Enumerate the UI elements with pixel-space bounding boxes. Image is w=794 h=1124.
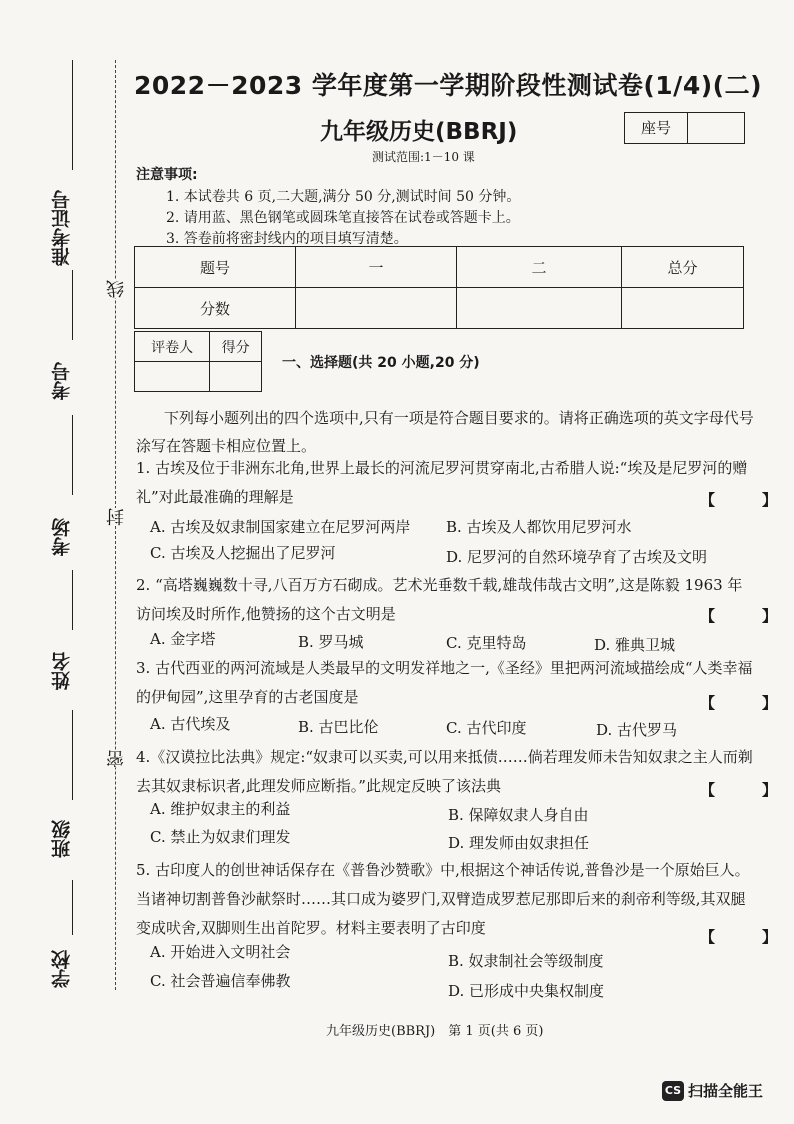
room-number-label: 考号 — [51, 362, 73, 400]
camscanner-logo-icon: CS — [662, 1081, 684, 1101]
section-title: 一、选择题(共 20 小题,20 分) — [282, 355, 480, 371]
note-item: 2. 请用蓝、黑色钢笔或圆珠笔直接答在试卷或答题卡上。 — [166, 210, 520, 226]
venue-label: 考场 — [51, 518, 73, 556]
option-d: D. 雅典卫城 — [594, 636, 676, 654]
notes-title: 注意事项: — [136, 167, 198, 183]
score-label: 得分 — [210, 332, 262, 362]
class-line — [72, 710, 73, 800]
name-label: 姓名 — [51, 652, 73, 690]
score-row-label: 分数 — [135, 288, 296, 329]
class-label: 班级 — [51, 820, 73, 858]
option-b: B. 保障奴隶人身自由 — [448, 806, 589, 824]
question-stem: 5. 古印度人的创世神话保存在《普鲁沙赞歌》中,根据这个神话传说,普鲁沙是一个原始巨人。当诸神切割普鲁沙献祭时……其口成为婆罗门,双臂造成罗惹尼那即后来的刹帝利等级,其双腿变成吠舍,双脚则生出首陀罗。材料主要表明了古印度 — [136, 861, 750, 937]
question-stem: 1. 古埃及位于非洲东北角,世界上最长的河流尼罗河贯穿南北,古希腊人说:“埃及是尼罗河的赠礼”对此最准确的理解是 — [136, 459, 748, 506]
question-stem: 3. 古代西亚的两河流域是人类最早的文明发祥地之一,《圣经》里把两河流域描绘成“人类幸福的伊甸园”,这里孕育的古老国度是 — [136, 659, 753, 706]
test-scope: 测试范围:1－10 课 — [372, 150, 475, 164]
venue-line — [72, 415, 73, 495]
option-a: A. 开始进入文明社会 — [150, 943, 291, 961]
reviewer-label: 评卷人 — [135, 332, 210, 362]
score-cell[interactable] — [457, 288, 622, 329]
option-b: B. 古埃及人都饮用尼罗河水 — [446, 518, 632, 536]
school-label: 学校 — [51, 950, 73, 988]
score-header-cell: 总分 — [622, 247, 744, 288]
score-cell[interactable] — [622, 288, 744, 329]
seal-char-seal: 封 — [104, 508, 130, 526]
option-c: C. 禁止为奴隶们理发 — [150, 828, 291, 846]
seal-char-line: 线 — [104, 280, 130, 298]
option-b: B. 奴隶制社会等级制度 — [448, 952, 604, 970]
option-c: C. 古埃及人挖掘出了尼罗河 — [150, 544, 336, 562]
option-b: B. 古巴比伦 — [298, 718, 379, 736]
section-instruction: 下列每小题列出的四个选项中,只有一项是符合题目要求的。请将正确选项的英文字母代号涂写在答题卡相应位置上。 — [136, 409, 754, 455]
option-d: D. 已形成中央集权制度 — [448, 982, 605, 1000]
grader-table — [134, 331, 262, 392]
score-cell[interactable] — [296, 288, 457, 329]
note-item: 3. 答卷前将密封线内的项目填写清楚。 — [166, 231, 408, 247]
question-stem: 4.《汉谟拉比法典》规定:“奴隶可以买卖,可以用来抵债……倘若理发师未告知奴隶之主人而剃去其奴隶标识者,此理发师应断指。”此规定反映了该法典 — [136, 748, 753, 795]
option-a: A. 维护奴隶主的利益 — [150, 800, 291, 818]
seat-number-field[interactable] — [688, 113, 744, 143]
option-a: A. 古代埃及 — [150, 715, 231, 733]
seal-char-secret: 密 — [104, 750, 130, 768]
exam-number-line — [72, 60, 73, 170]
exam-title: 2022－2023 学年度第一学期阶段性测试卷(1/4)(二) — [134, 71, 762, 100]
name-line — [72, 570, 73, 630]
option-d: D. 古代罗马 — [596, 721, 678, 739]
page-footer: 九年级历史(BBRJ) 第 1 页(共 6 页) — [326, 1024, 544, 1039]
score-header-cell: 一 — [296, 247, 457, 288]
scanner-name: 扫描全能王 — [688, 1082, 764, 1100]
score-value-cell[interactable] — [210, 362, 262, 392]
school-line — [72, 880, 73, 935]
exam-subtitle: 九年级历史(BBRJ) — [320, 119, 518, 145]
option-d: D. 理发师由奴隶担任 — [448, 834, 590, 852]
option-c: C. 社会普遍信奉佛教 — [150, 972, 291, 990]
answer-bracket[interactable]: 【 】 — [700, 928, 794, 946]
room-number-line — [72, 270, 73, 340]
option-c: C. 克里特岛 — [446, 634, 527, 652]
scanner-watermark — [662, 1080, 763, 1101]
score-header-cell: 题号 — [135, 247, 296, 288]
seat-number-box — [624, 112, 745, 144]
seat-number-label: 座号 — [625, 113, 688, 143]
answer-bracket[interactable]: 【 】 — [700, 781, 794, 799]
option-b: B. 罗马城 — [298, 633, 364, 651]
reviewer-cell[interactable] — [135, 362, 210, 392]
option-a: A. 金字塔 — [150, 630, 216, 648]
answer-bracket[interactable]: 【 】 — [700, 694, 794, 712]
option-a: A. 古埃及奴隶制国家建立在尼罗河两岸 — [150, 518, 411, 536]
score-table — [134, 246, 744, 329]
score-table-header-row — [135, 247, 744, 288]
score-table-value-row — [135, 288, 744, 329]
answer-bracket[interactable]: 【 】 — [700, 491, 794, 509]
exam-number-label: 准考证号 — [51, 190, 73, 266]
question-stem: 2. “高塔巍巍数十寻,八百万方石砌成。艺术光垂数千载,雄哉伟哉古文明”,这是陈毅 1963 年访问埃及时所作,他赞扬的这个古文明是 — [136, 576, 743, 623]
note-item: 1. 本试卷共 6 页,二大题,满分 50 分,测试时间 50 分钟。 — [166, 189, 521, 205]
answer-bracket[interactable]: 【 】 — [700, 607, 794, 625]
option-d: D. 尼罗河的自然环境孕育了古埃及文明 — [446, 548, 708, 566]
score-header-cell: 二 — [457, 247, 622, 288]
option-c: C. 古代印度 — [446, 719, 527, 737]
